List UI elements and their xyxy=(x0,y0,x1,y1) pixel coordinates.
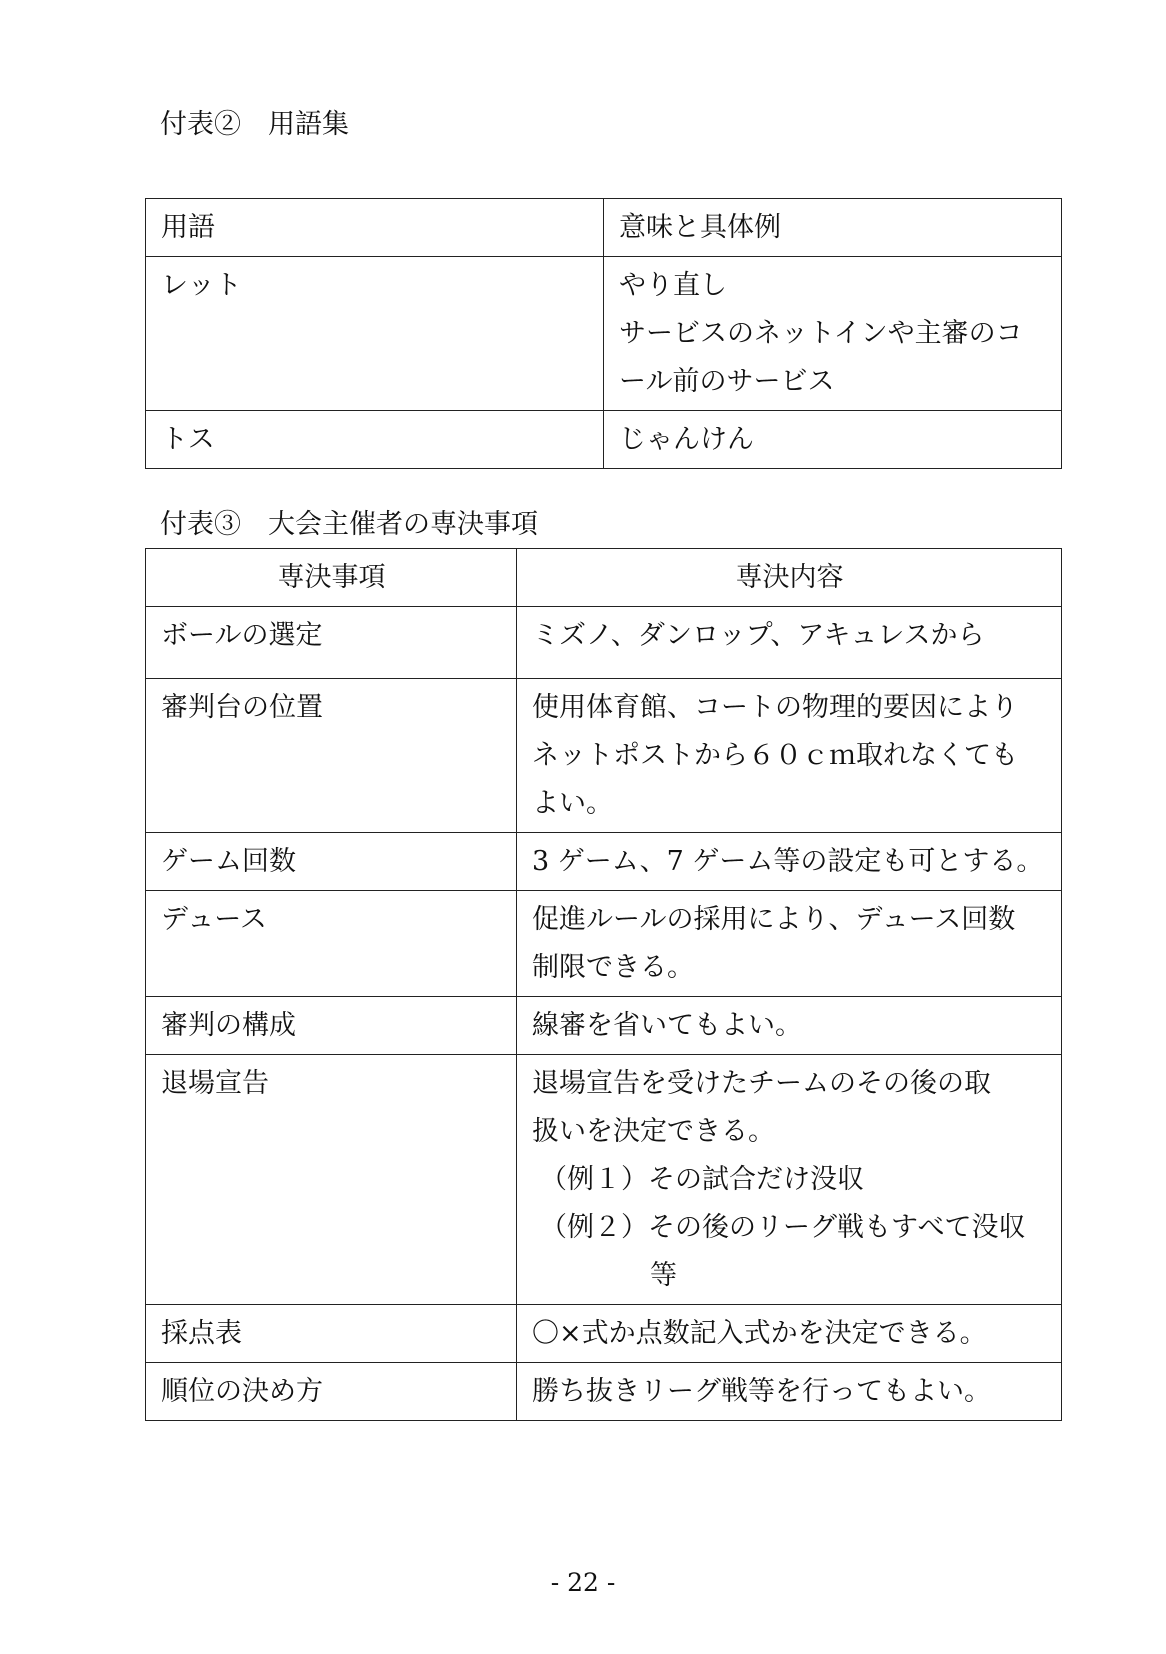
header-content: 専決内容 xyxy=(517,549,1062,607)
meaning-line: やり直し xyxy=(619,270,727,301)
content-cell xyxy=(517,1305,1062,1363)
content-cell xyxy=(517,1363,1062,1421)
content-cell xyxy=(517,833,1062,891)
header-term: 用語 xyxy=(146,199,604,257)
page-number: - 22 - xyxy=(550,1568,616,1597)
meaning-cell xyxy=(604,257,1062,411)
table-row xyxy=(146,257,1062,411)
decisions-table xyxy=(145,548,1062,1421)
meaning-line: ール前のサービス xyxy=(619,366,835,397)
table-header-row xyxy=(146,549,1062,607)
term-cell: トス xyxy=(146,411,604,469)
item-cell: デュース xyxy=(146,891,517,997)
content-line: 〇×式か点数記入式かを決定できる。 xyxy=(532,1318,987,1349)
meaning-cell xyxy=(604,411,1062,469)
table-row xyxy=(146,833,1062,891)
header-meaning: 意味と具体例 xyxy=(604,199,1062,257)
table-row xyxy=(146,1363,1062,1421)
example-line: （例２）その後のリーグ戦もすべて没収 xyxy=(540,1212,1026,1243)
appendix2-title: 付表② 用語集 xyxy=(160,109,349,140)
content-cell xyxy=(517,1055,1062,1305)
content-line: 使用体育館、コートの物理的要因により xyxy=(532,692,1018,723)
header-item: 専決事項 xyxy=(146,549,517,607)
item-cell: 順位の決め方 xyxy=(146,1363,517,1421)
content-line: 3 ゲーム、7 ゲーム等の設定も可とする。 xyxy=(532,846,1044,877)
content-line: 扱いを決定できる。 xyxy=(532,1116,775,1147)
content-line: 退場宣告を受けたチームのその後の取 xyxy=(532,1068,991,1099)
content-line: ミズノ、ダンロップ、アキュレスから xyxy=(532,620,985,651)
item-cell: ゲーム回数 xyxy=(146,833,517,891)
example-line: （例１）その試合だけ没収 xyxy=(540,1164,864,1195)
content-line: ネットポストから６０ｃｍ取れなくても xyxy=(532,740,1018,771)
content-line: 制限できる。 xyxy=(532,952,694,983)
table-row xyxy=(146,891,1062,997)
content-cell xyxy=(517,997,1062,1055)
term-cell: レット xyxy=(146,257,604,411)
content-cell xyxy=(517,679,1062,833)
content-line: 勝ち抜きリーグ戦等を行ってもよい。 xyxy=(532,1376,991,1407)
table-header-row xyxy=(146,199,1062,257)
table-row xyxy=(146,1055,1062,1305)
table-row xyxy=(146,679,1062,833)
item-cell: 退場宣告 xyxy=(146,1055,517,1305)
table-row xyxy=(146,1305,1062,1363)
content-cell xyxy=(517,607,1062,679)
table-row xyxy=(146,997,1062,1055)
content-line: 促進ルールの採用により、デュース回数 xyxy=(532,904,1016,935)
content-line: よい。 xyxy=(532,788,613,819)
content-line: 線審を省いてもよい。 xyxy=(532,1010,802,1041)
item-cell: 審判台の位置 xyxy=(146,679,517,833)
meaning-line: じゃんけん xyxy=(619,424,754,455)
item-cell: 採点表 xyxy=(146,1305,517,1363)
meaning-line: サービスのネットインや主審のコ xyxy=(619,318,1023,349)
glossary-table xyxy=(145,198,1062,469)
table-row xyxy=(146,607,1062,679)
appendix3-title: 付表③ 大会主催者の専決事項 xyxy=(160,509,538,540)
example-continuation: 等 xyxy=(650,1260,677,1291)
item-cell: 審判の構成 xyxy=(146,997,517,1055)
table-row xyxy=(146,411,1062,469)
item-cell: ボールの選定 xyxy=(146,607,517,679)
content-cell xyxy=(517,891,1062,997)
